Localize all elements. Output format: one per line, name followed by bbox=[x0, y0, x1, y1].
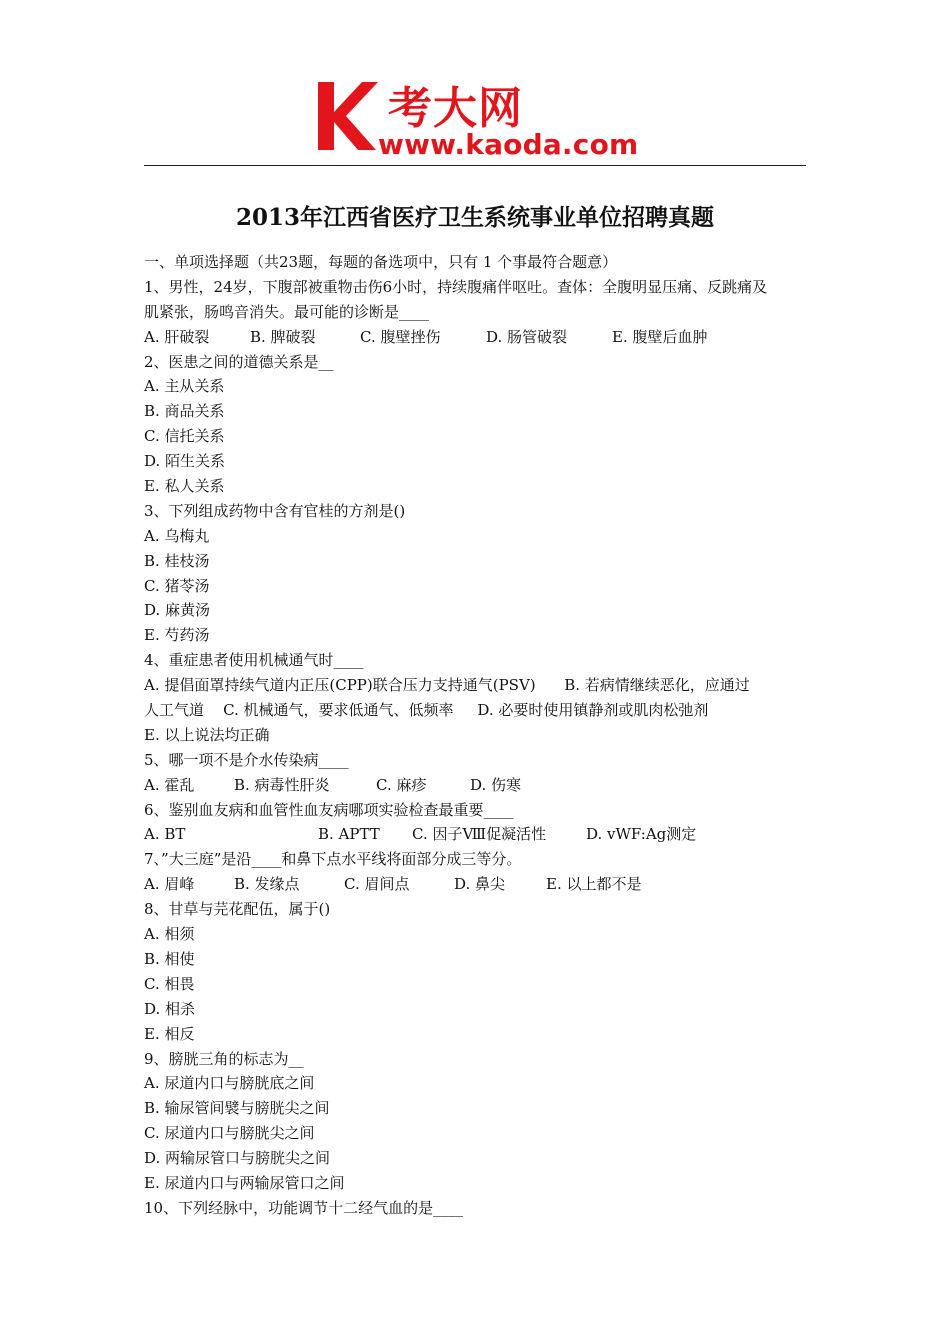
option: A. 尿道内口与膀胱底之间 bbox=[144, 1074, 315, 1093]
question-stem: 2、医患之间的道德关系是__ bbox=[144, 352, 334, 371]
option: C. 猪苓汤 bbox=[144, 576, 210, 595]
option: B. APTT bbox=[318, 825, 380, 844]
question-stem: 3、下列组成药物中含有官桂的方剂是() bbox=[144, 501, 406, 520]
option: A. 相须 bbox=[144, 925, 195, 944]
option: B. 发缘点 bbox=[234, 875, 300, 894]
option: C. 眉间点 bbox=[344, 875, 410, 894]
option: C. 相畏 bbox=[144, 974, 195, 993]
header-divider bbox=[144, 165, 806, 166]
option: D. 肠管破裂 bbox=[486, 327, 568, 346]
option: E. 腹壁后血肿 bbox=[612, 327, 708, 346]
question-stem: 5、哪一项不是介水传染病____ bbox=[144, 750, 349, 769]
option: E. 以上都不是 bbox=[546, 875, 642, 894]
option: A. 肝破裂 bbox=[144, 327, 210, 346]
kaoda-logo bbox=[316, 78, 646, 162]
option: E. 芍药汤 bbox=[144, 626, 210, 645]
option: D. 陌生关系 bbox=[144, 452, 226, 471]
option: B. 商品关系 bbox=[144, 402, 225, 421]
option: D. vWF:Ag测定 bbox=[586, 825, 697, 844]
option: D. 麻黄汤 bbox=[144, 601, 211, 620]
logo-chinese-name: 考大网 bbox=[388, 83, 523, 134]
option: C. 信托关系 bbox=[144, 427, 225, 446]
option: B. 脾破裂 bbox=[250, 327, 316, 346]
option-row bbox=[144, 325, 808, 350]
option: D. 伤寒 bbox=[470, 775, 522, 794]
option: A. 乌梅丸 bbox=[144, 526, 210, 545]
option: A. 眉峰 bbox=[144, 875, 195, 894]
option: A. 主从关系 bbox=[144, 377, 225, 396]
option: D. 相杀 bbox=[144, 999, 196, 1018]
question-stem: 肌紧张，肠鸣音消失。最可能的诊断是____ bbox=[144, 302, 430, 321]
option-row bbox=[144, 773, 808, 798]
option-line: A. 提倡面罩持续气道内正压(CPP)联合压力支持通气(PSV) B. 若病情继续恶化，应通过 bbox=[144, 676, 750, 695]
option: C. 腹壁挫伤 bbox=[360, 327, 441, 346]
document-page bbox=[144, 72, 808, 1332]
document-title: 2013年江西省医疗卫生系统事业单位招聘真题 bbox=[235, 204, 714, 231]
option: B. 输尿管间襞与膀胱尖之间 bbox=[144, 1099, 330, 1118]
option: D. 两输尿管口与膀胱尖之间 bbox=[144, 1149, 331, 1168]
question-stem: 1、男性，24岁，下腹部被重物击伤6小时，持续腹痛伴呕吐。查体：全腹明显压痛、反跳痛及 bbox=[144, 277, 768, 296]
option: E. 私人关系 bbox=[144, 477, 225, 496]
k-logo-icon bbox=[316, 78, 378, 154]
section-heading: 一、单项选择题（共23题，每题的备选项中，只有 1 个事最符合题意） bbox=[144, 253, 618, 271]
question-stem: 6、鉴别血友病和血管性血友病哪项实验检查最重要____ bbox=[144, 800, 514, 819]
option-line: E. 以上说法均正确 bbox=[144, 725, 270, 744]
question-stem: 7、”大三庭”是沿____和鼻下点水平线将面部分成三等分。 bbox=[144, 850, 522, 869]
option: C. 尿道内口与膀胱尖之间 bbox=[144, 1124, 315, 1143]
logo-url: www.kaoda.com bbox=[378, 128, 639, 161]
option: D. 鼻尖 bbox=[454, 875, 506, 894]
option: E. 尿道内口与两输尿管口之间 bbox=[144, 1173, 345, 1192]
question-stem: 4、重症患者使用机械通气时____ bbox=[144, 651, 364, 670]
option: B. 病毒性肝炎 bbox=[234, 775, 330, 794]
option-line: 人工气道 C. 机械通气，要求低通气、低频率 D. 必要时使用镇静剂或肌肉松弛剂 bbox=[144, 701, 709, 720]
option: B. 相使 bbox=[144, 949, 195, 968]
option: B. 桂枝汤 bbox=[144, 551, 210, 570]
question-stem: 8、甘草与芫花配伍，属于() bbox=[144, 900, 331, 919]
option: A. BT bbox=[144, 825, 186, 844]
exam-content bbox=[144, 250, 808, 1221]
option: C. 麻疹 bbox=[376, 775, 427, 794]
option: A. 霍乱 bbox=[144, 775, 195, 794]
option: C. 因子Ⅷ促凝活性 bbox=[412, 825, 547, 844]
option-row bbox=[144, 822, 808, 847]
option-row bbox=[144, 872, 808, 897]
question-stem: 10、下列经脉中，功能调节十二经气血的是____ bbox=[144, 1198, 464, 1217]
option: E. 相反 bbox=[144, 1024, 195, 1043]
question-stem: 9、膀胱三角的标志为__ bbox=[144, 1049, 304, 1068]
